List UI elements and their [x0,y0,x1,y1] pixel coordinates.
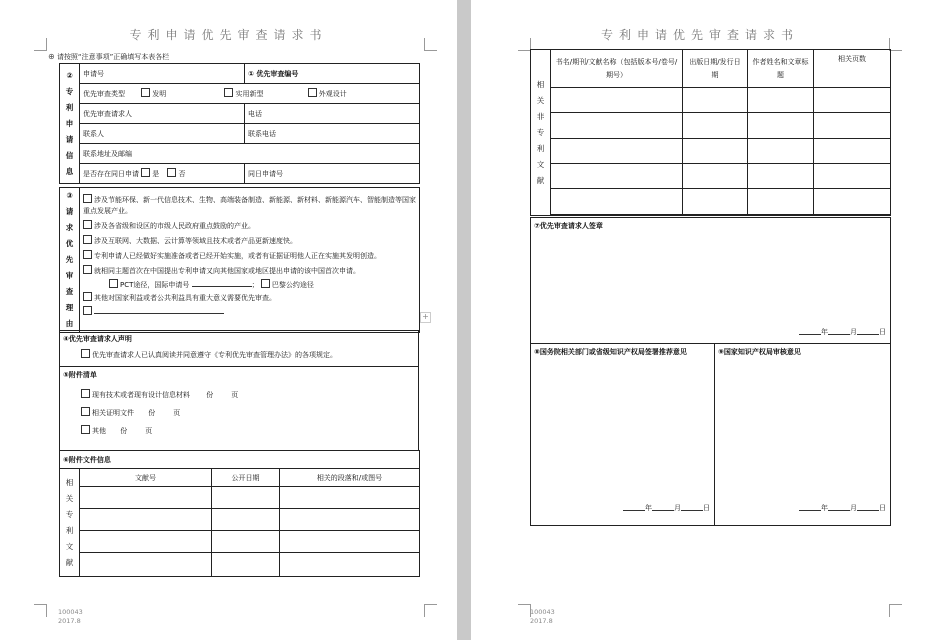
table-cell[interactable] [551,189,683,215]
application-number-field[interactable]: 申请号 [80,64,245,84]
related-patent-label: 相 关 专 利 文 献 [60,469,80,577]
reason-item: 专利申请人已经做好实施准备或者已经开始实施，或者有证据证明他人正在实施其发明创造。 [83,250,416,262]
other-reason-input[interactable] [94,305,224,314]
non-patent-label: 相 关 非 专 利 文 献 [531,50,551,216]
attachment-2-checkbox[interactable] [81,407,90,416]
table-cell[interactable] [683,88,748,113]
attachment-3-checkbox[interactable] [81,425,90,434]
reason-list [80,188,420,333]
recommendation-box[interactable] [531,344,715,526]
reason-1-checkbox[interactable] [83,194,92,203]
reason-5-sub: PCT途径，国际申请号 ； 巴黎公约途径 [83,278,416,291]
table-cell[interactable] [551,113,683,139]
same-day-yes-checkbox[interactable] [141,168,150,177]
page-footer [530,608,555,626]
section-7-title: ⑦优先审查请求人签章 [534,222,603,230]
pct-number-input[interactable] [192,278,252,287]
col-header-date: 出版日期/发行日期 [683,50,748,88]
reason-2-checkbox[interactable] [83,220,92,229]
col-header-paragraph: 相关的段落和/或图号 [280,469,420,487]
table-cell[interactable] [280,509,420,531]
attachment-list [60,367,419,451]
phone-field[interactable]: 电话 [245,104,420,124]
requester-signature-box[interactable] [531,218,891,344]
signature-date-line: 年 月 日 [623,502,710,513]
table-cell[interactable] [683,164,748,189]
table-cell[interactable] [683,189,748,215]
col-header-author: 作者姓名和文章标题 [748,50,814,88]
type-invention-checkbox[interactable] [141,88,150,97]
move-handle-icon[interactable]: ⊕ [48,52,55,61]
table-cell[interactable] [814,164,891,189]
col-header-pub-date: 公开日期 [212,469,280,487]
reason-6-checkbox[interactable] [83,292,92,301]
address-field[interactable]: 联系地址及邮编 [80,144,420,164]
section-8-title: ⑧国务院相关部门或省级知识产权局签署推荐意见 [534,348,687,356]
table-cell[interactable] [551,164,683,189]
signature-table [530,217,891,526]
crop-mark [889,604,902,617]
document-page-2 [471,0,929,640]
document-title: 专利申请优先审查请求书 [600,28,799,42]
non-patent-literature-table [530,49,891,216]
reason-3-checkbox[interactable] [83,235,92,244]
header-note [48,52,169,62]
signature-date-line: 年 月 日 [799,326,886,337]
table-cell[interactable] [814,113,891,139]
table-cell[interactable] [748,88,814,113]
table-row [531,88,891,113]
declaration-table [59,330,419,451]
contact-phone-field[interactable]: 联系电话 [245,124,420,144]
same-day-number-field[interactable]: 同日申请号 [245,164,420,184]
reason-item: 其他对国家利益或者公共利益具有重大意义需要优先审查。 [83,292,416,304]
paris-checkbox[interactable] [261,279,270,288]
application-info-table [59,63,420,184]
reason-item: 涉及节能环保、新一代信息技术、生物、高端装备制造、新能源、新材料、新能源汽车、智能制造等国家重点发展产业。 [83,196,416,215]
table-cell[interactable] [212,487,280,509]
col-header-title: 书名/期刊/文献名称（包括版本号/卷号/期号） [551,50,683,88]
table-cell[interactable] [551,139,683,164]
col-header-pages: 相关页数 [814,50,891,88]
header-note-text: 请按照“注意事项”正确填写本表各栏 [56,53,170,61]
table-cell[interactable] [748,189,814,215]
table-add-icon[interactable]: + [420,312,431,323]
attachment-item: 相关证明文件 份 页 [63,407,415,418]
table-cell[interactable] [80,553,212,577]
related-patent-table [59,450,420,577]
table-cell[interactable] [814,88,891,113]
form-code: 100043 [58,608,83,616]
table-cell[interactable] [748,164,814,189]
requester-field[interactable]: 优先审查请求人 [80,104,245,124]
col-header-doc-no: 文献号 [80,469,212,487]
table-cell[interactable] [212,531,280,553]
reason-5-checkbox[interactable] [83,265,92,274]
section-5-title: ⑤附件清单 [63,371,97,379]
table-row [60,509,420,531]
reason-7-checkbox[interactable] [83,306,92,315]
table-cell[interactable] [748,139,814,164]
form-code: 100043 [530,608,555,616]
attachment-item: 现有技术或者现有设计信息材料 份 页 [63,389,415,400]
table-cell[interactable] [80,531,212,553]
table-row [531,139,891,164]
section-4-title: ④优先审查请求人声明 [63,335,132,343]
table-cell[interactable] [683,139,748,164]
reason-item: 涉及各省级和设区的市级人民政府重点鼓励的产业。 [83,220,416,232]
table-row [531,113,891,139]
page-gap [457,0,471,640]
crop-mark [34,604,47,617]
document-title: 专利申请优先审查请求书 [129,28,328,42]
section-2-label: ② 专 利 申 请 信 息 [60,64,80,184]
section-9-title: ⑨国家知识产权局审核意见 [718,348,801,356]
table-cell[interactable] [814,139,891,164]
document-page-1 [0,0,457,640]
reason-other-line [83,305,416,318]
table-cell[interactable] [212,509,280,531]
crop-mark [424,604,437,617]
table-cell[interactable] [80,509,212,531]
table-cell[interactable] [551,88,683,113]
table-row [60,487,420,509]
table-cell[interactable] [748,113,814,139]
table-cell[interactable] [280,553,420,577]
reason-4-checkbox[interactable] [83,250,92,259]
table-row [531,164,891,189]
cnipa-review-box[interactable] [715,344,891,526]
priority-number-field[interactable]: ① 优先审查编号 [245,64,420,84]
same-day-row: 是否存在同日申请 是 否 [80,164,245,184]
table-cell[interactable] [814,189,891,215]
reason-item: 就相同主题首次在中国提出专利申请又向其他国家或地区提出申请的该中国首次申请。 [83,265,416,277]
declaration-checkbox[interactable] [81,349,90,358]
reason-item: 涉及互联网、大数据、云计算等领域且技术或者产品更新速度快。 [83,235,416,247]
same-day-no-checkbox[interactable] [167,168,176,177]
priority-reason-table [59,187,420,333]
table-row [531,189,891,215]
type-design-checkbox[interactable] [308,88,317,97]
table-cell[interactable] [280,531,420,553]
section-6-title: ⑥附件文件信息 [60,451,420,469]
form-date: 2017.8 [530,617,553,625]
attachment-1-checkbox[interactable] [81,389,90,398]
table-cell[interactable] [212,553,280,577]
table-cell[interactable] [683,113,748,139]
table-row [60,531,420,553]
signature-date-line: 年 月 日 [799,502,886,513]
pct-checkbox[interactable] [109,279,118,288]
priority-type-row: 优先审查类型 发明 实用新型 外观设计 [80,84,420,104]
type-utility-checkbox[interactable] [224,88,233,97]
requester-declaration: ④优先审查请求人声明 优先审查请求人已认真阅读并同意遵守《专利优先审查管理办法》的各项规定。 [60,331,419,367]
attachment-item: 其他 份 页 [63,425,415,436]
section-3-label: ③ 请 求 优 先 审 查 理 由 [60,188,80,333]
table-row [60,553,420,577]
page-footer [58,608,83,626]
table-cell[interactable] [80,487,212,509]
contact-field[interactable]: 联系人 [80,124,245,144]
table-cell[interactable] [280,487,420,509]
form-date: 2017.8 [58,617,81,625]
